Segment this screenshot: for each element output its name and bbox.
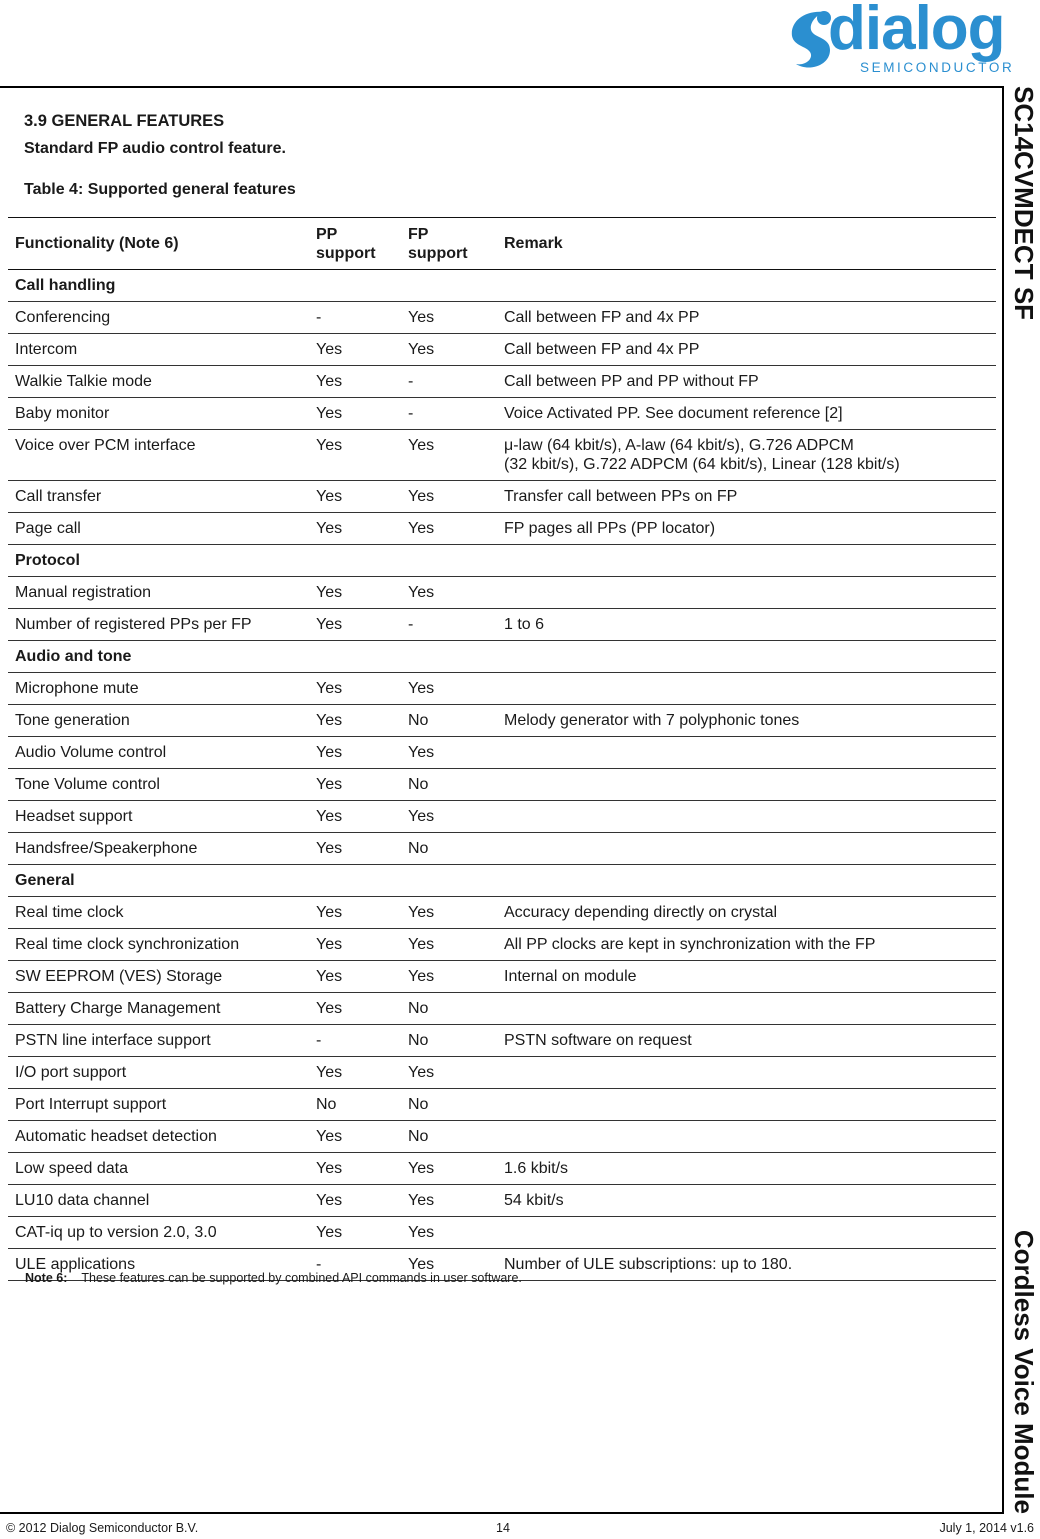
cell-functionality: Intercom: [8, 334, 309, 366]
cell-fp-support: -: [401, 609, 497, 641]
cell-remark: [497, 801, 996, 833]
header-remark: Remark: [497, 218, 996, 270]
table-row: [8, 929, 996, 961]
cell-pp-support: -: [309, 1249, 401, 1281]
table-row: [8, 993, 996, 1025]
cell-pp-support: Yes: [309, 430, 401, 481]
cell-pp-support: Yes: [309, 481, 401, 513]
cell-pp-support: Yes: [309, 833, 401, 865]
footer-page-number: 14: [496, 1521, 510, 1535]
cell-functionality: Walkie Talkie mode: [8, 366, 309, 398]
cell-remark: [497, 769, 996, 801]
cell-functionality: Number of registered PPs per FP: [8, 609, 309, 641]
table-row: [8, 481, 996, 513]
table-caption: Table 4: Supported general features: [24, 181, 296, 198]
cell-fp-support: Yes: [401, 481, 497, 513]
cell-functionality: I/O port support: [8, 1057, 309, 1089]
cell-functionality: Tone generation: [8, 705, 309, 737]
cell-remark: All PP clocks are kept in synchronization with the FP: [497, 929, 996, 961]
category-label: Call handling: [8, 270, 996, 302]
table-row: [8, 513, 996, 545]
cell-remark: [497, 1217, 996, 1249]
cell-fp-support: Yes: [401, 1153, 497, 1185]
cell-fp-support: Yes: [401, 577, 497, 609]
header-pp-support: PP support: [309, 218, 401, 270]
cell-fp-support: No: [401, 993, 497, 1025]
cell-fp-support: Yes: [401, 430, 497, 481]
cell-remark: [497, 1121, 996, 1153]
cell-fp-support: Yes: [401, 1217, 497, 1249]
cell-remark: [497, 737, 996, 769]
cell-fp-support: No: [401, 769, 497, 801]
cell-remark: [497, 1057, 996, 1089]
cell-pp-support: Yes: [309, 961, 401, 993]
cell-pp-support: Yes: [309, 1153, 401, 1185]
table-note: [25, 1271, 522, 1285]
cell-fp-support: -: [401, 398, 497, 430]
cell-pp-support: Yes: [309, 801, 401, 833]
cell-remark: Call between PP and PP without FP: [497, 366, 996, 398]
table-row: [8, 1121, 996, 1153]
cell-fp-support: Yes: [401, 1057, 497, 1089]
cell-remark: [497, 1089, 996, 1121]
cell-remark: Call between FP and 4x PP: [497, 302, 996, 334]
cell-pp-support: Yes: [309, 929, 401, 961]
cell-remark: 1.6 kbit/s: [497, 1153, 996, 1185]
cell-remark: Melody generator with 7 polyphonic tones: [497, 705, 996, 737]
table-header-row: [8, 218, 996, 270]
cell-fp-support: No: [401, 1089, 497, 1121]
table-row: [8, 961, 996, 993]
cell-pp-support: No: [309, 1089, 401, 1121]
cell-functionality: ULE applications: [8, 1249, 309, 1281]
cell-functionality: SW EEPROM (VES) Storage: [8, 961, 309, 993]
cell-fp-support: No: [401, 1121, 497, 1153]
cell-remark: Internal on module: [497, 961, 996, 993]
header-functionality: Functionality (Note 6): [8, 218, 309, 270]
features-table: [8, 217, 996, 1281]
logo-subtitle: SEMICONDUCTOR: [860, 60, 1015, 75]
cell-pp-support: Yes: [309, 1121, 401, 1153]
category-label: Audio and tone: [8, 641, 996, 673]
cell-remark: μ-law (64 kbit/s), A-law (64 kbit/s), G.726 ADPCM (32 kbit/s), G.722 ADPCM (64 kbit/s), Linear (128 kbit/s): [497, 430, 996, 481]
cell-fp-support: Yes: [401, 961, 497, 993]
cell-fp-support: Yes: [401, 737, 497, 769]
cell-remark: Voice Activated PP. See document reference [2]: [497, 398, 996, 430]
cell-pp-support: Yes: [309, 897, 401, 929]
cell-pp-support: Yes: [309, 1057, 401, 1089]
cell-pp-support: Yes: [309, 1185, 401, 1217]
cell-functionality: Automatic headset detection: [8, 1121, 309, 1153]
cell-functionality: Battery Charge Management: [8, 993, 309, 1025]
section-subheading: Standard FP audio control feature.: [24, 140, 286, 157]
note-label: Note 6:: [25, 1271, 68, 1285]
table-row: [8, 366, 996, 398]
cell-functionality: Audio Volume control: [8, 737, 309, 769]
cell-functionality: Call transfer: [8, 481, 309, 513]
section-heading: 3.9 GENERAL FEATURES: [24, 112, 225, 130]
cell-fp-support: Yes: [401, 897, 497, 929]
table-row: [8, 673, 996, 705]
cell-fp-support: No: [401, 833, 497, 865]
cell-remark: Number of ULE subscriptions: up to 180.: [497, 1249, 996, 1281]
product-title: Cordless Voice Module: [1009, 1229, 1040, 1514]
cell-functionality: Real time clock: [8, 897, 309, 929]
cell-functionality: CAT-iq up to version 2.0, 3.0: [8, 1217, 309, 1249]
cell-fp-support: Yes: [401, 1249, 497, 1281]
cell-pp-support: Yes: [309, 366, 401, 398]
cell-fp-support: Yes: [401, 1185, 497, 1217]
category-label: Protocol: [8, 545, 996, 577]
cell-remark: [497, 833, 996, 865]
cell-pp-support: Yes: [309, 513, 401, 545]
cell-remark: 54 kbit/s: [497, 1185, 996, 1217]
cell-pp-support: Yes: [309, 737, 401, 769]
table-row: [8, 737, 996, 769]
cell-remark: PSTN software on request: [497, 1025, 996, 1057]
cell-pp-support: Yes: [309, 673, 401, 705]
cell-functionality: Page call: [8, 513, 309, 545]
cell-functionality: Headset support: [8, 801, 309, 833]
cell-remark: 1 to 6: [497, 609, 996, 641]
cell-functionality: Manual registration: [8, 577, 309, 609]
cell-functionality: Handsfree/Speakerphone: [8, 833, 309, 865]
table-row: [8, 430, 996, 481]
product-name: SC14CVMDECT SF: [1009, 86, 1040, 321]
cell-pp-support: Yes: [309, 609, 401, 641]
cell-remark: [497, 993, 996, 1025]
table-row: [8, 577, 996, 609]
table-row: [8, 897, 996, 929]
cell-pp-support: Yes: [309, 705, 401, 737]
table-row: [8, 1025, 996, 1057]
table-row: [8, 833, 996, 865]
cell-fp-support: Yes: [401, 673, 497, 705]
cell-pp-support: Yes: [309, 398, 401, 430]
cell-fp-support: No: [401, 1025, 497, 1057]
cell-pp-support: Yes: [309, 769, 401, 801]
cell-functionality: Conferencing: [8, 302, 309, 334]
cell-pp-support: -: [309, 302, 401, 334]
cell-functionality: Tone Volume control: [8, 769, 309, 801]
note-text: These features can be supported by combined API commands in user software.: [81, 1271, 522, 1285]
table-row: [8, 302, 996, 334]
cell-functionality: Microphone mute: [8, 673, 309, 705]
footer-copyright: © 2012 Dialog Semiconductor B.V.: [6, 1521, 199, 1535]
cell-pp-support: -: [309, 1025, 401, 1057]
cell-functionality: Port Interrupt support: [8, 1089, 309, 1121]
cell-pp-support: Yes: [309, 1217, 401, 1249]
cell-pp-support: Yes: [309, 577, 401, 609]
category-row: [8, 641, 996, 673]
cell-fp-support: Yes: [401, 801, 497, 833]
table-row: [8, 1217, 996, 1249]
dialog-logo: [786, 2, 1040, 80]
table-row: [8, 1185, 996, 1217]
cell-remark: Call between FP and 4x PP: [497, 334, 996, 366]
cell-remark: Accuracy depending directly on crystal: [497, 897, 996, 929]
logo-wordmark: dialog: [828, 0, 1005, 63]
cell-functionality: Real time clock synchronization: [8, 929, 309, 961]
cell-pp-support: Yes: [309, 334, 401, 366]
cell-functionality: LU10 data channel: [8, 1185, 309, 1217]
category-row: [8, 545, 996, 577]
cell-remark: FP pages all PPs (PP locator): [497, 513, 996, 545]
category-label: General: [8, 865, 996, 897]
table-row: [8, 769, 996, 801]
cell-fp-support: No: [401, 705, 497, 737]
table-row: [8, 1153, 996, 1185]
cell-fp-support: -: [401, 366, 497, 398]
table-row: [8, 1089, 996, 1121]
table-row: [8, 609, 996, 641]
category-row: [8, 270, 996, 302]
cell-remark: Transfer call between PPs on FP: [497, 481, 996, 513]
side-title-bar: [1009, 86, 1040, 1514]
table-body: [8, 270, 996, 1281]
footer-date-version: July 1, 2014 v1.6: [939, 1521, 1034, 1535]
category-row: [8, 865, 996, 897]
cell-fp-support: Yes: [401, 334, 497, 366]
cell-functionality: Low speed data: [8, 1153, 309, 1185]
cell-pp-support: Yes: [309, 993, 401, 1025]
cell-remark: [497, 577, 996, 609]
cell-fp-support: Yes: [401, 513, 497, 545]
cell-functionality: Baby monitor: [8, 398, 309, 430]
cell-functionality: PSTN line interface support: [8, 1025, 309, 1057]
header-fp-support: FP support: [401, 218, 497, 270]
table-row: [8, 334, 996, 366]
table-row: [8, 801, 996, 833]
cell-remark: [497, 673, 996, 705]
table-row: [8, 398, 996, 430]
cell-fp-support: Yes: [401, 302, 497, 334]
cell-functionality: Voice over PCM interface: [8, 430, 309, 481]
table-row: [8, 1057, 996, 1089]
cell-fp-support: Yes: [401, 929, 497, 961]
table-row: [8, 705, 996, 737]
